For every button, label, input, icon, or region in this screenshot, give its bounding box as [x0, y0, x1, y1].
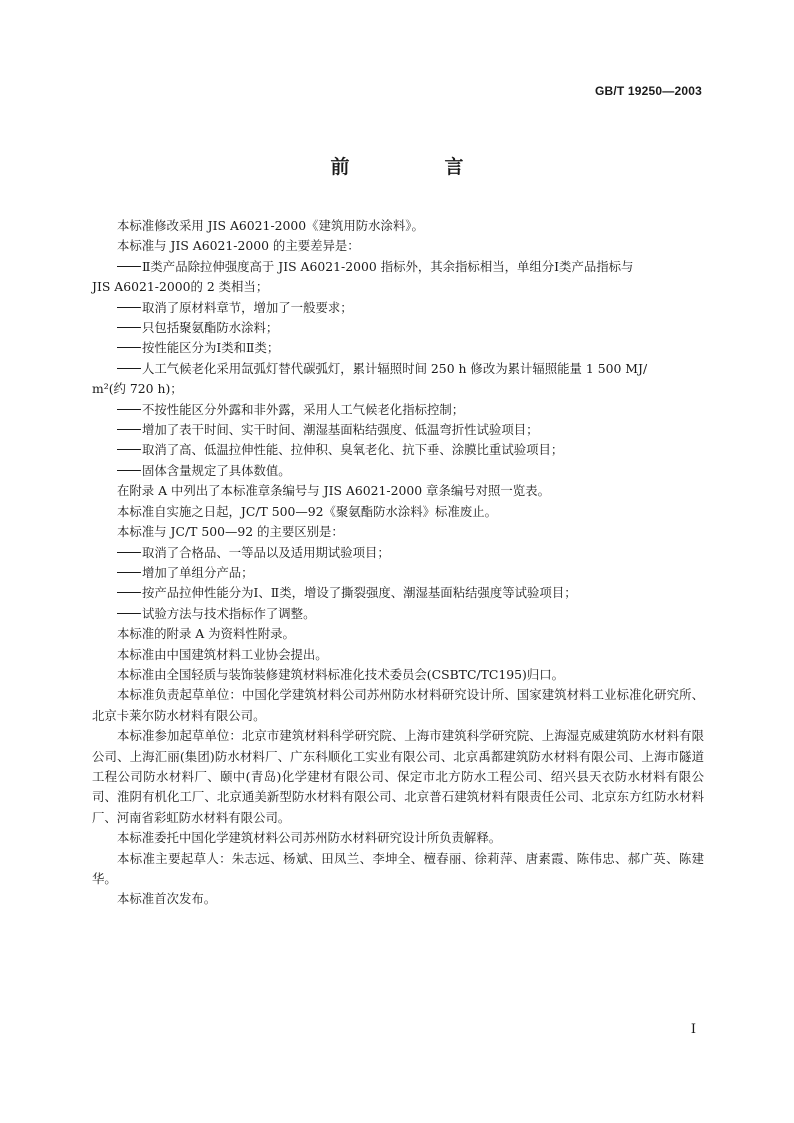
list-item-text: 试验方法与技术指标作了调整。: [142, 605, 316, 621]
em-dash-marker: [117, 613, 141, 614]
list-item: [92, 338, 704, 358]
list-item-continuation: JIS A6021-2000的 2 类相当；: [92, 279, 269, 295]
em-dash-marker: [117, 552, 141, 553]
em-dash-marker: [117, 307, 141, 308]
paragraph: 在附录 A 中列出了本标准章条编号与 JIS A6021-2000 章条编号对照一览表。: [117, 483, 550, 499]
paragraph: 本标准首次发布。: [117, 891, 217, 907]
em-dash-marker: [117, 409, 141, 410]
list-item: [92, 420, 704, 440]
list-item-text: 不按性能区分外露和非外露，采用人工气候老化指标控制；: [142, 401, 465, 417]
list-item-text: 人工气候老化采用氙弧灯替代碳弧灯，累计辐照时间 250 h 修改为累计辐照能量 1 500 MJ/: [142, 360, 648, 376]
em-dash-marker: [117, 327, 141, 328]
list-item-text: 固体含量规定了具体数值。: [142, 462, 291, 478]
em-dash-marker: [117, 429, 141, 430]
em-dash-marker: [117, 470, 141, 471]
paragraph: 本标准参加起草单位：北京市建筑材料科学研究院、上海市建筑科学研究院、上海湿克威建筑防水材料有限公司、上海汇丽(集团)防水材料厂、广东科顺化工实业有限公司、北京禹都建筑防水材料有限公司、上海市隧道工程公司防水材料厂、颐中(青岛)化学建材有限公司、保定市北方防水工程公司、绍兴县天衣防水材料有限公司、淮阴有机化工厂、北京通美新型防水材料有限公司、北京普石建筑材料有限责任公司、北京东方红防水材料厂、河南省彩虹防水材料有限公司。: [92, 728, 704, 825]
paragraph: 本标准由全国轻质与装饰装修建筑材料标准化技术委员会(CSBTC/TC195)归口。: [117, 666, 564, 682]
list-item: [92, 298, 704, 318]
list-item: [92, 543, 704, 563]
list-item: [92, 318, 704, 338]
list-item-continuation: m²(约 720 h)；: [92, 381, 183, 397]
em-dash-marker: [117, 266, 141, 267]
list-item: [92, 257, 704, 298]
list-item-text: 取消了合格品、一等品以及适用期试验项目；: [142, 544, 390, 560]
paragraph: 本标准负责起草单位：中国化学建筑材料公司苏州防水材料研究设计所、国家建筑材料工业标准化研究所、北京卡莱尔防水材料有限公司。: [92, 687, 704, 723]
em-dash-marker: [117, 572, 141, 573]
list-item-text: 增加了单组分产品；: [142, 564, 254, 580]
list-item: [92, 359, 704, 400]
em-dash-marker: [117, 347, 141, 348]
foreword-body: [92, 216, 704, 910]
em-dash-marker: [117, 368, 141, 369]
page-title: 前 言: [330, 156, 502, 178]
paragraph: 本标准委托中国化学建筑材料公司苏州防水材料研究设计所负责解释。: [117, 830, 502, 846]
paragraph: 本标准的附录 A 为资料性附录。: [117, 626, 295, 642]
list-item: [92, 583, 704, 603]
paragraph: 本标准由中国建筑材料工业协会提出。: [117, 646, 328, 662]
list-item: [92, 604, 704, 624]
paragraph: 本标准与 JC/T 500—92 的主要区别是：: [117, 524, 344, 540]
list-item-text: 取消了高、低温拉伸性能、拉伸积、臭氧老化、抗下垂、涂膜比重试验项目；: [142, 442, 564, 458]
list-item: [92, 400, 704, 420]
list-item-text: 只包括聚氨酯防水涂料；: [142, 320, 279, 336]
list-item-text: 取消了原材料章节，增加了一般要求；: [142, 299, 353, 315]
list-item-text: 按产品拉伸性能分为Ⅰ、Ⅱ类，增设了撕裂强度、潮湿基面粘结强度等试验项目；: [142, 585, 577, 601]
em-dash-marker: [117, 449, 141, 450]
list-item-text: 按性能区分为Ⅰ类和Ⅱ类；: [142, 340, 280, 356]
list-item: [92, 440, 704, 460]
page-number: I: [690, 1022, 696, 1037]
list-item: [92, 563, 704, 583]
standard-code: GB/T 19250—2003: [594, 84, 702, 98]
paragraph: 本标准主要起草人：朱志远、杨斌、田凤兰、李坤全、檀春丽、徐莉萍、唐素霞、陈伟忠、郝广英、陈建华。: [92, 850, 704, 886]
list-item: [92, 461, 704, 481]
list-item-text: Ⅱ类产品除拉伸强度高于 JIS A6021-2000 指标外，其余指标相当，单组分Ⅰ类产品指标与: [142, 258, 634, 274]
list-item-text: 增加了表干时间、实干时间、潮湿基面粘结强度、低温弯折性试验项目；: [142, 422, 539, 438]
paragraph: 本标准与 JIS A6021-2000 的主要差异是：: [117, 238, 360, 254]
paragraph: 本标准自实施之日起，JC/T 500—92《聚氨酯防水涂料》标准废止。: [117, 503, 498, 519]
paragraph: 本标准修改采用 JIS A6021-2000《建筑用防水涂料》。: [117, 218, 424, 233]
em-dash-marker: [117, 592, 141, 593]
